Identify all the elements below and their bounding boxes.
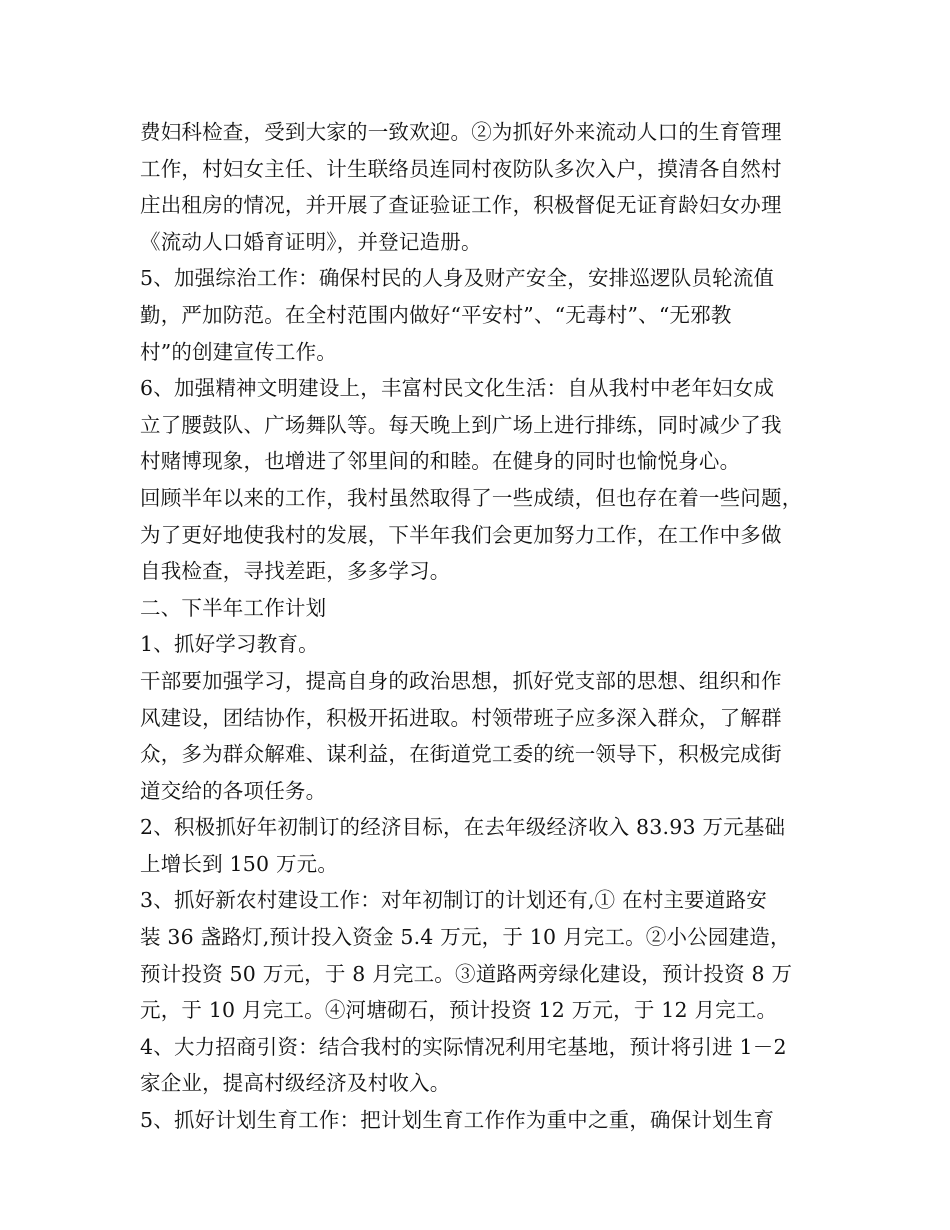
text-line: 5、抓好计划生育工作：把计划生育工作作为重中之重，确保计划生育 bbox=[140, 1108, 775, 1133]
text-line: 费妇科检查，受到大家的一致欢迎。②为抓好外来流动人口的生育管理 bbox=[140, 120, 782, 144]
text-line: 众，多为群众解难、谋利益，在街道党工委的统一领导下，积极完成街 bbox=[140, 742, 782, 767]
text-line: 回顾半年以来的工作，我村虽然取得了一些成绩，但也存在着一些问题， bbox=[140, 485, 803, 510]
text-line: 村赌博现象，也增进了邻里间的和睦。在健身的同时也愉悦身心。 bbox=[140, 449, 741, 474]
text-line: 4、大力招商引资：结合我村的实际情况利用宅基地，预计将引进 1－2 bbox=[140, 1034, 787, 1059]
text-line: 村”的创建宣传工作。 bbox=[140, 339, 337, 364]
text-line: 元，于 10 月完工。④河塘砌石，预计投资 12 万元，于 12 月完工。 bbox=[140, 998, 778, 1023]
text-line: 勤，严加防范。在全村范围内做好“平安村”、“无毒村”、“无邪教 bbox=[140, 302, 732, 327]
text-line: 6、加强精神文明建设上，丰富村民文化生活：自从我村中老年妇女成 bbox=[140, 376, 775, 401]
text-line: 2、积极抓好年初制订的经济目标，在去年级经济收入 83.93 万元基础 bbox=[140, 815, 786, 840]
text-line: 立了腰鼓队、广场舞队等。每天晚上到广场上进行排练，同时减少了我 bbox=[140, 412, 782, 437]
text-line: 道交给的各项任务。 bbox=[140, 778, 327, 803]
text-line: 《流动人口婚育证明》，并登记造册。 bbox=[140, 229, 482, 254]
text-line: 庄出租房的情况，并开展了查证验证工作，积极督促无证育龄妇女办理 bbox=[140, 193, 782, 218]
text-line: 工作，村妇女主任、计生联络员连同村夜防队多次入户，摸清各自然村 bbox=[140, 156, 782, 181]
subsection-heading: 1、抓好学习教育。 bbox=[140, 632, 319, 657]
section-heading: 二、下半年工作计划 bbox=[140, 595, 327, 620]
text-line: 装 36 盏路灯,预计投入资金 5.4 万元，于 10 月完工。②小公园建造， bbox=[140, 925, 791, 950]
text-line: 5、加强综治工作：确保村民的人身及财产安全，安排巡逻队员轮流值 bbox=[140, 266, 775, 291]
text-line: 自我检查，寻找差距，多多学习。 bbox=[140, 559, 451, 584]
text-line: 3、抓好新农村建设工作：对年初制订的计划还有,① 在村主要道路安 bbox=[140, 888, 767, 913]
text-line: 为了更好地使我村的发展，下半年我们会更加努力工作，在工作中多做 bbox=[140, 522, 782, 547]
text-line: 风建设，团结协作，积极开拓进取。村领带班子应多深入群众，了解群 bbox=[140, 705, 782, 730]
text-line: 预计投资 50 万元，于 8 月完工。③道路两旁绿化建设，预计投资 8 万 bbox=[140, 961, 793, 986]
text-line: 干部要加强学习，提高自身的政治思想，抓好党支部的思想、组织和作 bbox=[140, 668, 782, 693]
text-line: 家企业，提高村级经济及村收入。 bbox=[140, 1071, 451, 1096]
document-body bbox=[140, 114, 830, 1139]
text-line: 上增长到 150 万元。 bbox=[140, 851, 339, 876]
